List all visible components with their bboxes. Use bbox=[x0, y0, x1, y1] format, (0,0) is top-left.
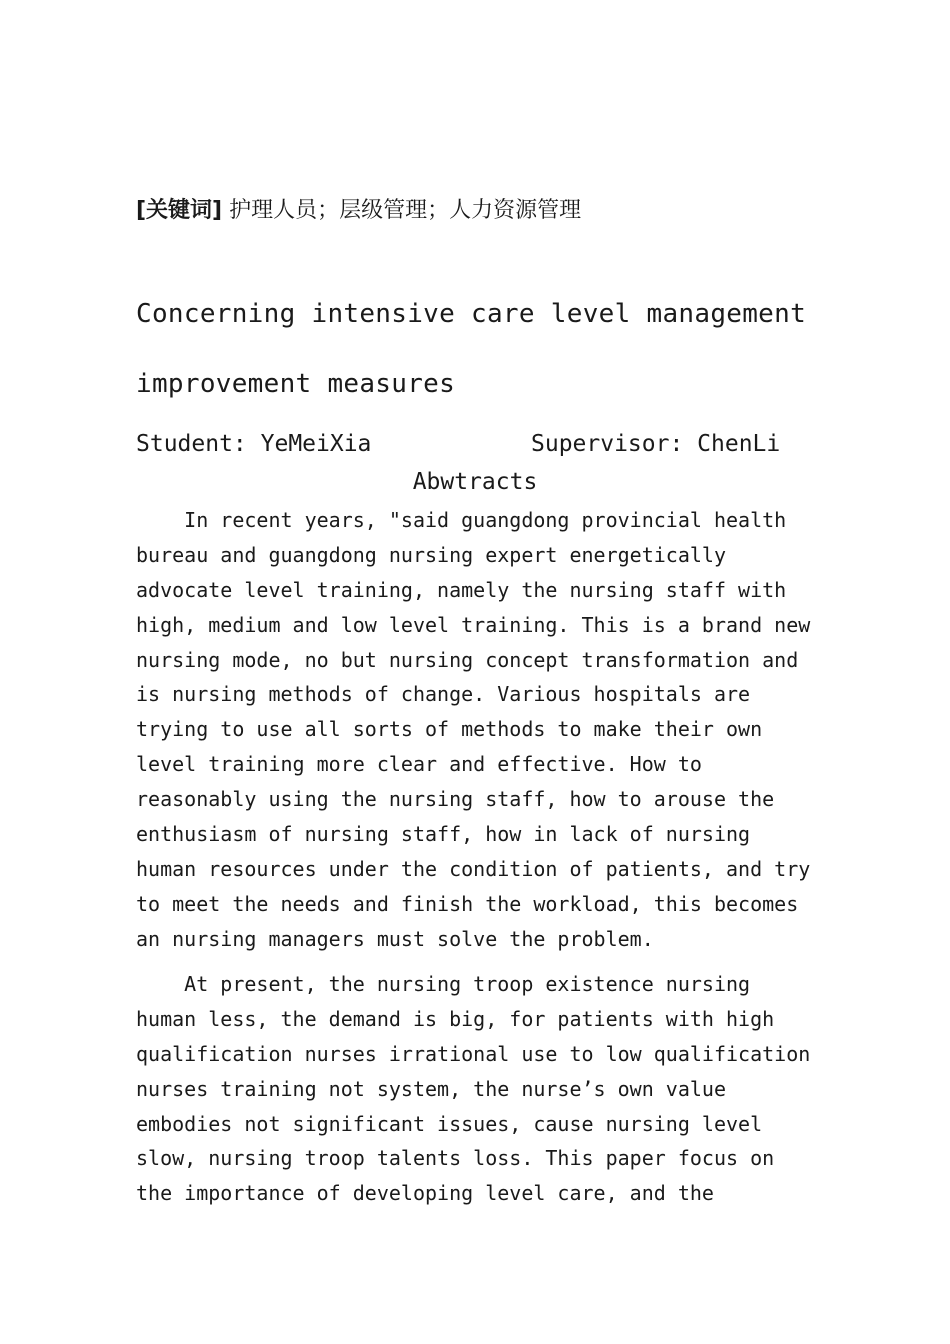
paragraph-line: advocate level training, namely the nursing staff with bbox=[136, 577, 787, 602]
paragraph-line: reasonably using the nursing staff, how to arouse the bbox=[136, 787, 775, 812]
paragraph-line: high, medium and low level training. This is a brand new bbox=[136, 612, 811, 637]
abstract-heading: Abwtracts bbox=[412, 469, 538, 495]
keywords-label: [关键词] bbox=[136, 198, 223, 223]
paragraph-line: slow, nursing troop talents loss. This paper focus on bbox=[136, 1146, 775, 1171]
english-title-line-2: improvement measures bbox=[136, 369, 456, 399]
paragraph-line: an nursing managers must solve the problem. bbox=[136, 926, 654, 951]
credits-line bbox=[136, 428, 816, 460]
paragraph-line: qualification nurses irrational use to low qualification bbox=[136, 1041, 811, 1066]
paragraph-line: level training more clear and effective. How to bbox=[136, 752, 702, 777]
paragraph-line: bureau and guangdong nursing expert energetically bbox=[136, 542, 727, 567]
paragraph-line: the importance of developing level care, and the bbox=[136, 1181, 714, 1206]
paragraph-line: to meet the needs and finish the workload, this becomes bbox=[136, 891, 799, 916]
paragraph-line: nursing mode, no but nursing concept transformation and bbox=[136, 647, 799, 672]
paragraph-line: nurses training not system, the nurse’s own value bbox=[136, 1076, 727, 1101]
paragraph-line: enthusiasm of nursing staff, how in lack of nursing bbox=[136, 822, 751, 847]
english-title-line-1: Concerning intensive care level management bbox=[136, 299, 807, 329]
supervisor-name: Supervisor: ChenLi bbox=[531, 431, 781, 457]
paragraph-line: is nursing methods of change. Various hospitals are bbox=[136, 682, 751, 707]
abstract-paragraph bbox=[136, 503, 816, 957]
paragraph-line: At present, the nursing troop existence nursing bbox=[136, 972, 751, 996]
keywords-line bbox=[136, 196, 581, 226]
student-name: Student: YeMeiXia bbox=[136, 431, 372, 457]
paragraph-line: human resources under the condition of patients, and try bbox=[136, 856, 811, 881]
paragraph-line: embodies not significant issues, cause nursing level bbox=[136, 1111, 763, 1136]
paragraph-line: In recent years, "said guangdong provincial health bbox=[136, 508, 787, 532]
abstract-paragraph bbox=[136, 967, 816, 1211]
paragraph-line: human less, the demand is big, for patients with high bbox=[136, 1006, 775, 1031]
keywords-text: 护理人员；层级管理；人力资源管理 bbox=[229, 198, 582, 223]
paragraph-line: trying to use all sorts of methods to make their own bbox=[136, 717, 763, 742]
